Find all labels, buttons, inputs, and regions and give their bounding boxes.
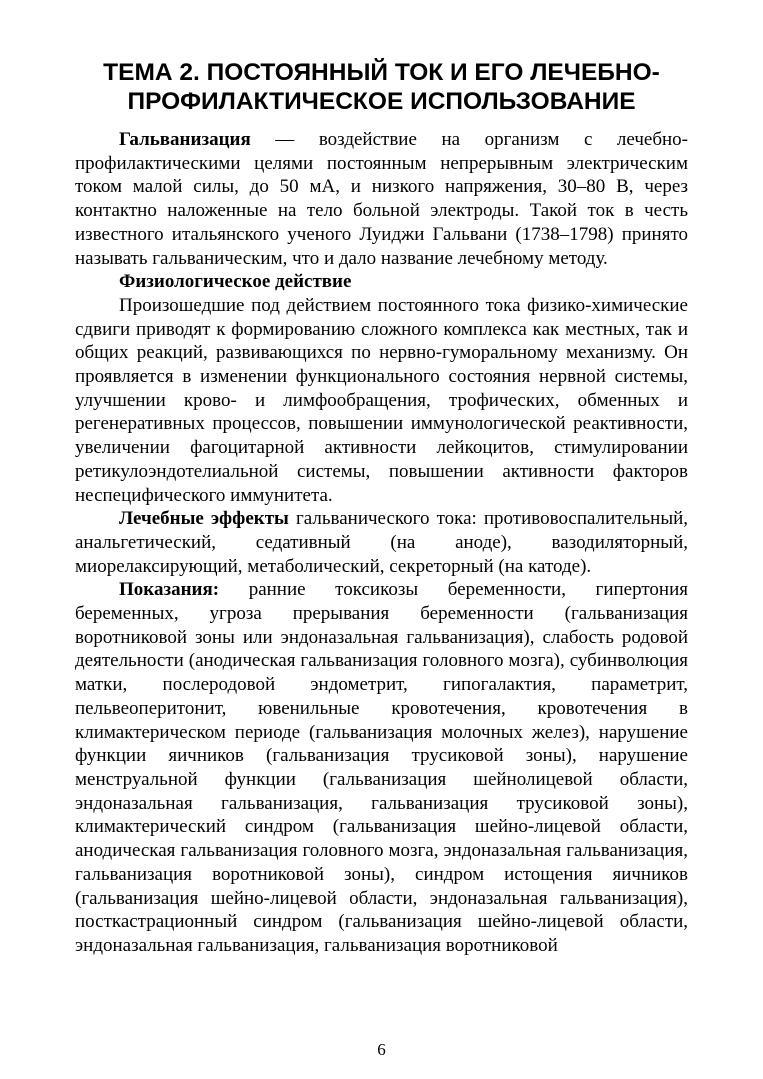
effects-term: Лечебные эффекты <box>119 508 289 530</box>
indications-paragraph <box>75 578 688 957</box>
intro-text: — воздействие на организм с лечебно-профилактическими целями постоянным непрерывным электрическим током малой силы, до 50 мА, и низкого напряжения, 30–80 В, через контактно наложенные на тело больной электроды. Такой ток в честь известного итальянского ученого Луиджи Гальвани (1738–1798) принято называть гальваническим, что и дало название лечебному методу. <box>75 129 688 269</box>
physiology-heading: Физиологическое действие <box>119 271 352 293</box>
title-line-2: ПРОФИЛАКТИЧЕСКОЕ ИСПОЛЬЗОВАНИЕ <box>127 88 636 115</box>
page-content <box>75 58 688 958</box>
intro-paragraph <box>75 128 688 270</box>
indications-term: Показания: <box>119 579 220 601</box>
title-line-1: ТЕМА 2. ПОСТОЯННЫЙ ТОК И ЕГО ЛЕЧЕБНО- <box>103 59 660 86</box>
effects-paragraph <box>75 507 688 578</box>
physiology-paragraph: Произошедшие под действием постоянного тока физико-химические сдвиги приводят к формированию сложного комплекса как местных, так и общих реакций, развивающихся по нервно-гуморальному механизму. Он проявляется в изменении функционального состояния нервной системы, улучшении крово- и лимфообращения, трофических, обменных и регенеративных процессов, повышении иммунологической реактивности, увеличении фагоцитарной активности лейкоцитов, стимулировании ретикулоэндотелиальной системы, повышении активности факторов неспецифического иммунитета. <box>75 294 688 506</box>
intro-term: Гальванизация <box>119 129 251 150</box>
page-title <box>75 58 688 116</box>
indications-text: ранние токсикозы беременности, гипертония беременных, угроза прерывания беременности (гальванизация воротниковой зоны или эндоназальная гальванизация), слабость родовой деятельности (анодическая гальванизация головного мозга), субинволюция матки, послеродовой эндометрит, гипогалактия, параметрит, пельвеоперитонит, ювенильные кровотечения, кровотечения в климактерическом периоде (гальванизация молочных желез), нарушение функции яичников (гальванизация трусиковой зоны), нарушение менструальной функции (гальванизация шейнолицевой области, эндоназальная гальванизация, гальванизация трусиковой зоны), климактерический синдром (гальванизация шейно-лицевой области, анодическая гальванизация головного мозга, эндоназальная гальванизация, гальванизация воротниковой зоны), синдром истощения яичников (гальванизация шейно-лицевой области, эндоназальная гальванизация), посткастрационный синдром (гальванизация шейно-лицевой области, эндоназальная гальванизация, гальванизация воротниковой <box>75 579 688 956</box>
effects-text: гальванического тока: противовоспалительный, анальгетический, седативный (на аноде), вазодиляторный, миорелаксирующий, метаболический, секреторный (на катоде). <box>75 508 688 577</box>
page-number: 6 <box>377 1040 386 1059</box>
document-body <box>75 128 688 958</box>
